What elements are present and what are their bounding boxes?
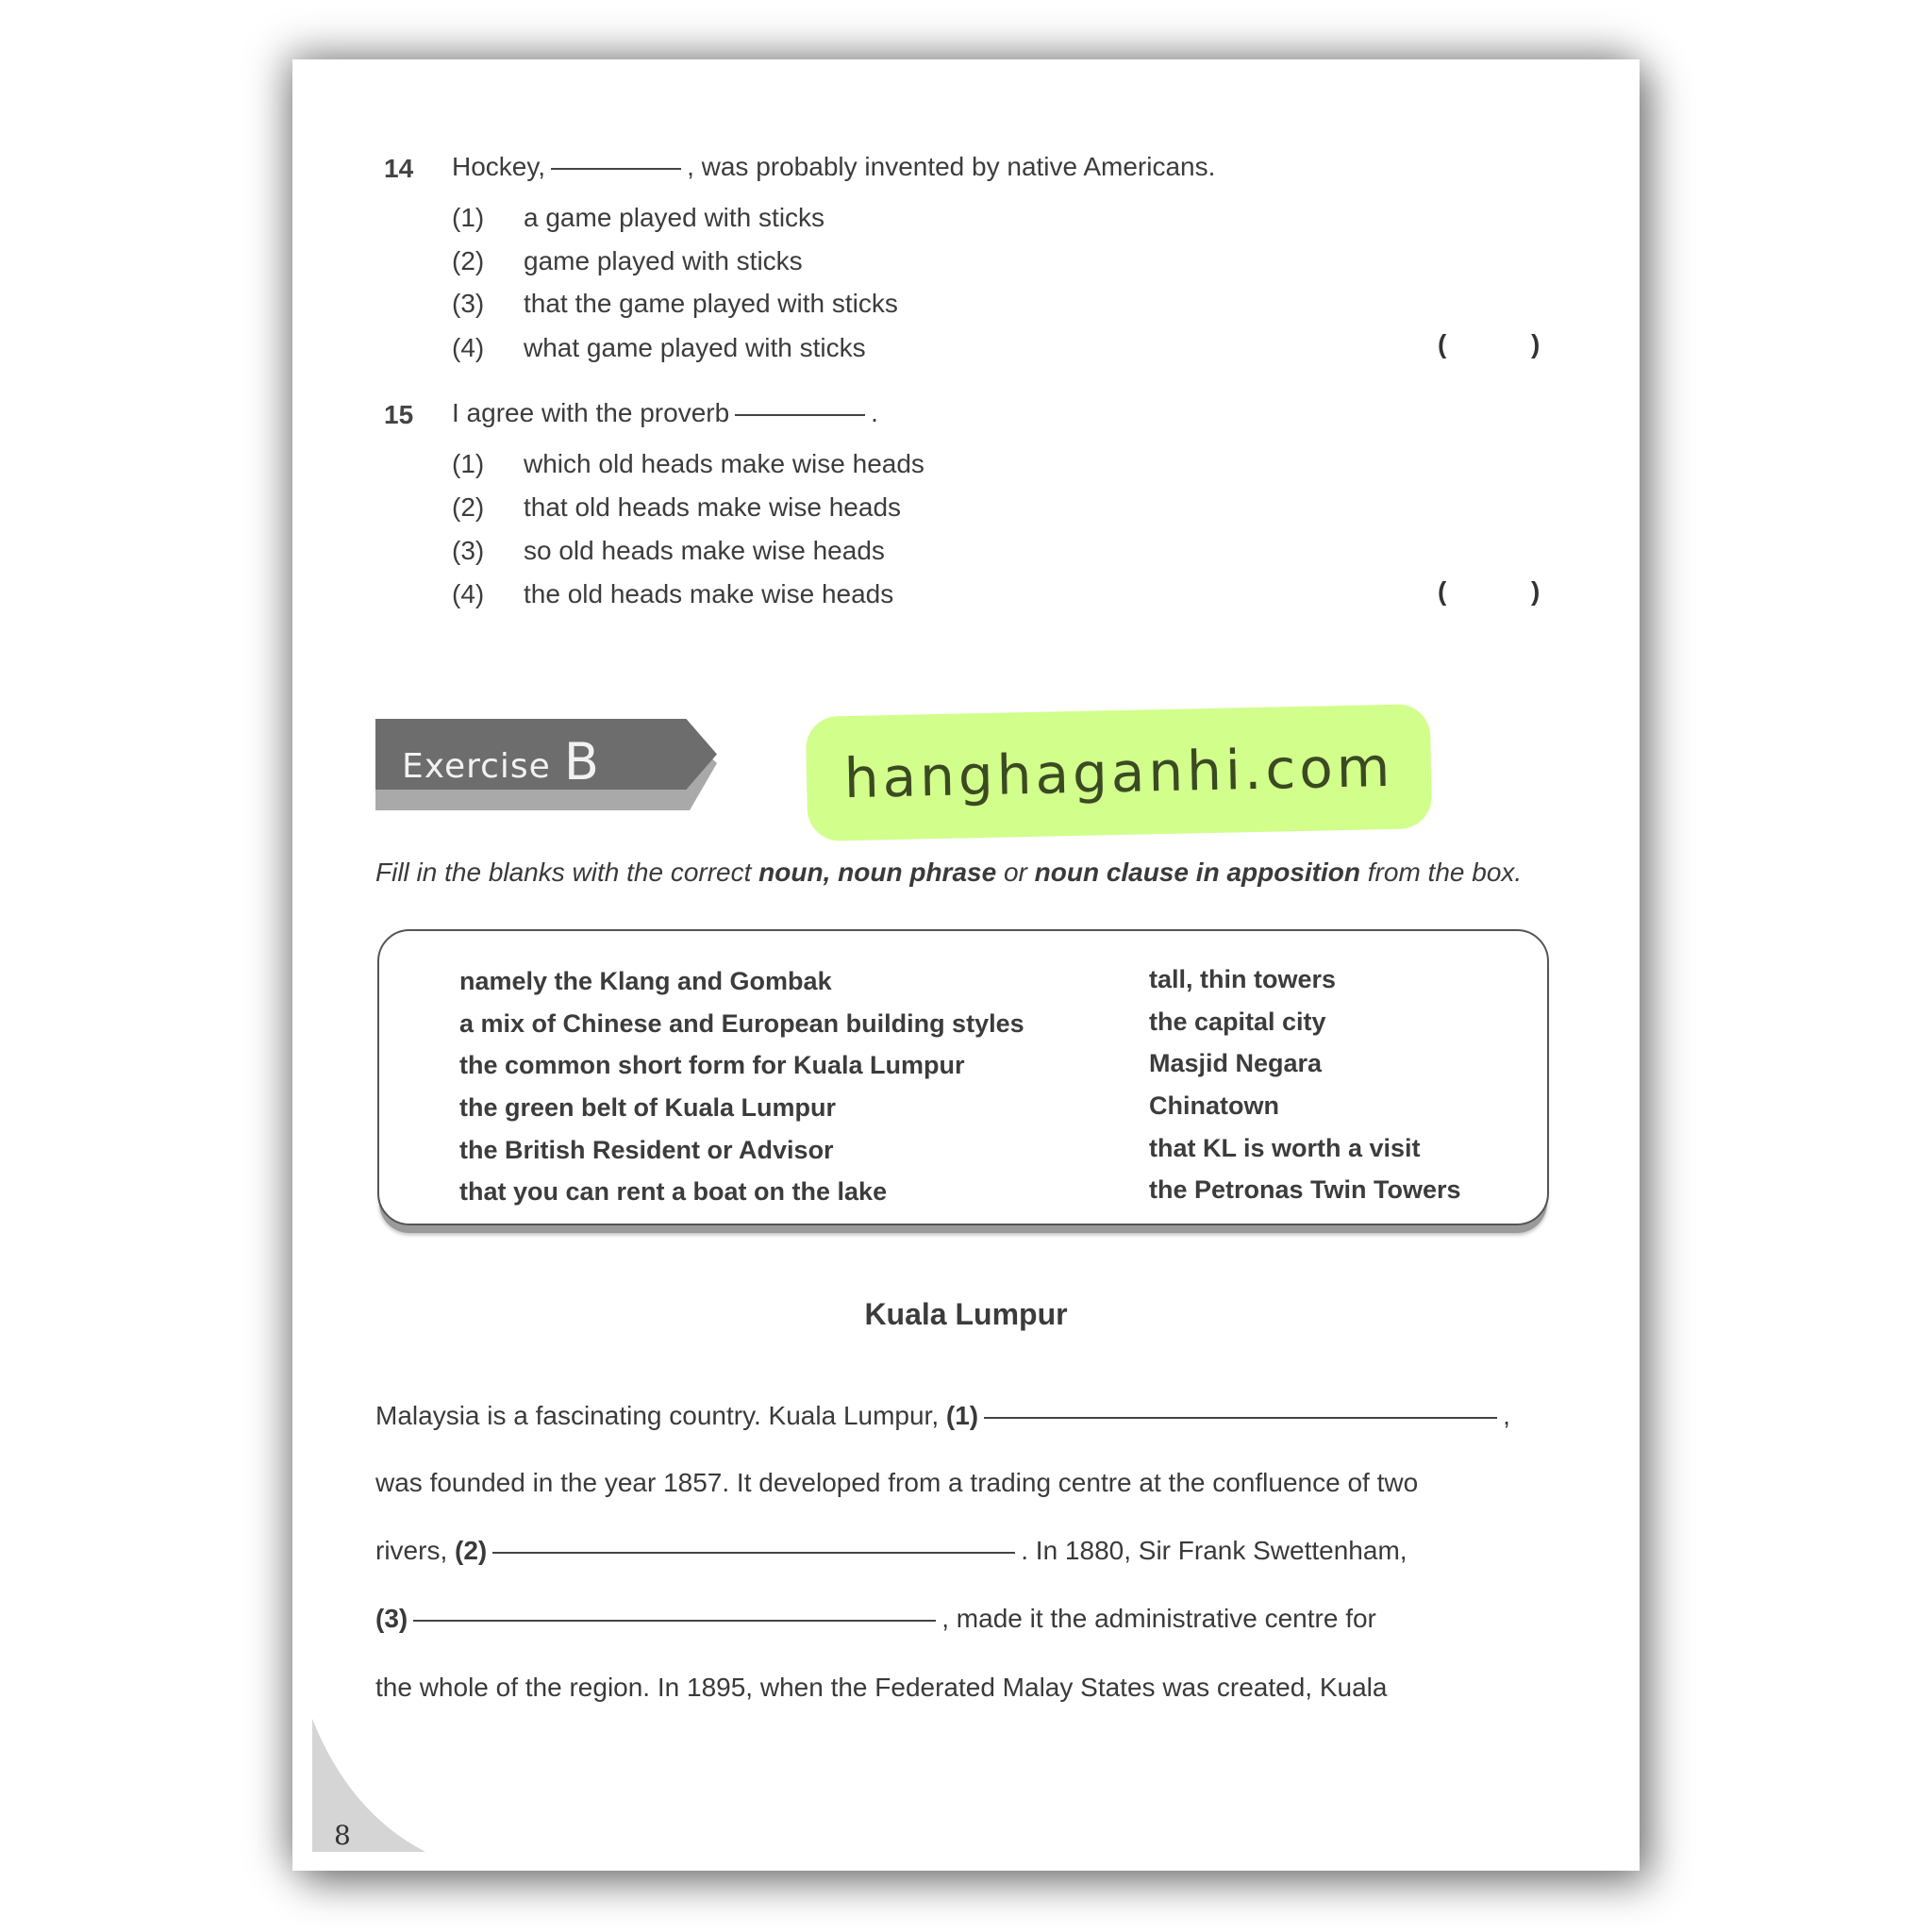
exercise-letter: B [563, 732, 600, 791]
option-text: what game played with sticks [524, 333, 866, 362]
option-text: which old heads make wise heads [524, 449, 924, 478]
blank-number: (3) [375, 1604, 408, 1633]
option-label: (4) [452, 579, 485, 608]
answer-blank[interactable] [735, 414, 865, 416]
word-option: Masjid Negara [1149, 1049, 1323, 1077]
passage-text: , [1503, 1401, 1510, 1430]
word-option: that you can rent a boat on the lake [459, 1177, 888, 1206]
page-number: 8 [334, 1820, 351, 1851]
question-number: 15 [384, 400, 414, 429]
word-option: the Petronas Twin Towers [1149, 1175, 1461, 1204]
answer-paren-open: ( [1438, 329, 1447, 358]
question-number: 14 [384, 154, 414, 183]
answer-box-q15[interactable] [1455, 573, 1526, 610]
stem-before: Hockey, [452, 152, 546, 181]
option-label: (3) [452, 289, 485, 318]
instruction-text: Fill in the blanks with the correct [375, 858, 759, 887]
word-box [377, 929, 1549, 1225]
option-text: that old heads make wise heads [524, 492, 902, 522]
option-label: (4) [452, 333, 485, 362]
exercise-label: Exercise [402, 747, 551, 786]
page-corner-decoration [312, 1719, 425, 1852]
blank-number: (2) [455, 1536, 488, 1565]
word-option: the British Resident or Advisor [459, 1136, 834, 1164]
stem-after: . [871, 398, 878, 427]
option-label: (1) [452, 449, 485, 478]
word-option: the green belt of Kuala Lumpur [459, 1093, 837, 1122]
passage-text: , made it the administrative centre for [941, 1604, 1376, 1633]
passage-line-1 [375, 1401, 1510, 1431]
word-option: that KL is worth a visit [1149, 1134, 1421, 1162]
word-option: namely the Klang and Gombak [459, 967, 832, 995]
answer-paren-close: ) [1531, 329, 1541, 358]
passage-line-5: the whole of the region. In 1895, when the Federated Malay States was created, Kuala [375, 1673, 1388, 1702]
passage-line-4 [375, 1604, 1376, 1634]
question-stem [452, 398, 878, 428]
instruction-bold: noun, noun phrase [758, 858, 997, 887]
exercise-instruction [375, 858, 1522, 888]
passage-line-3 [375, 1536, 1407, 1566]
option-text: so old heads make wise heads [524, 536, 885, 565]
blank-number: (1) [945, 1401, 979, 1430]
passage-line-2: was founded in the year 1857. It developed from a trading centre at the confluence of two [375, 1468, 1419, 1497]
passage-text: Malaysia is a fascinating country. Kuala Lumpur, [375, 1401, 946, 1430]
answer-paren-close: ) [1531, 576, 1541, 606]
answer-box-q14[interactable] [1455, 325, 1526, 363]
word-option: the capital city [1149, 1008, 1326, 1036]
option-label: (1) [452, 203, 485, 232]
instruction-text: or [996, 858, 1035, 887]
option-text: that the game played with sticks [524, 289, 898, 318]
word-option: tall, thin towers [1149, 965, 1337, 993]
answer-blank[interactable] [551, 168, 681, 170]
instruction-text: from the box. [1360, 858, 1523, 887]
answer-paren-open: ( [1438, 576, 1447, 606]
watermark-badge [806, 704, 1433, 841]
question-stem [452, 152, 1215, 182]
option-label: (3) [452, 536, 485, 565]
option-text: a game played with sticks [524, 203, 825, 232]
watermark-text: hanghaganhi.com [843, 734, 1394, 811]
passage-blank-1[interactable] [984, 1417, 1497, 1419]
option-text: game played with sticks [524, 246, 803, 275]
word-option: Chinatown [1149, 1091, 1279, 1120]
passage-title: Kuala Lumpur [864, 1297, 1068, 1331]
passage-text: rivers, [375, 1536, 455, 1565]
passage-blank-2[interactable] [492, 1552, 1015, 1554]
exercise-banner [375, 719, 724, 810]
exercise-heading [402, 730, 600, 790]
stem-after: , was probably invented by native Americans. [687, 152, 1216, 181]
stem-before: I agree with the proverb [452, 398, 730, 427]
worksheet-page [292, 59, 1640, 1871]
word-option: a mix of Chinese and European building styles [459, 1009, 1024, 1038]
instruction-bold: noun clause in apposition [1034, 858, 1360, 887]
passage-blank-3[interactable] [413, 1620, 936, 1622]
option-label: (2) [452, 246, 485, 275]
passage-text: . In 1880, Sir Frank Swettenham, [1021, 1536, 1407, 1565]
option-text: the old heads make wise heads [524, 579, 894, 608]
option-label: (2) [452, 492, 485, 522]
word-option: the common short form for Kuala Lumpur [459, 1051, 965, 1079]
